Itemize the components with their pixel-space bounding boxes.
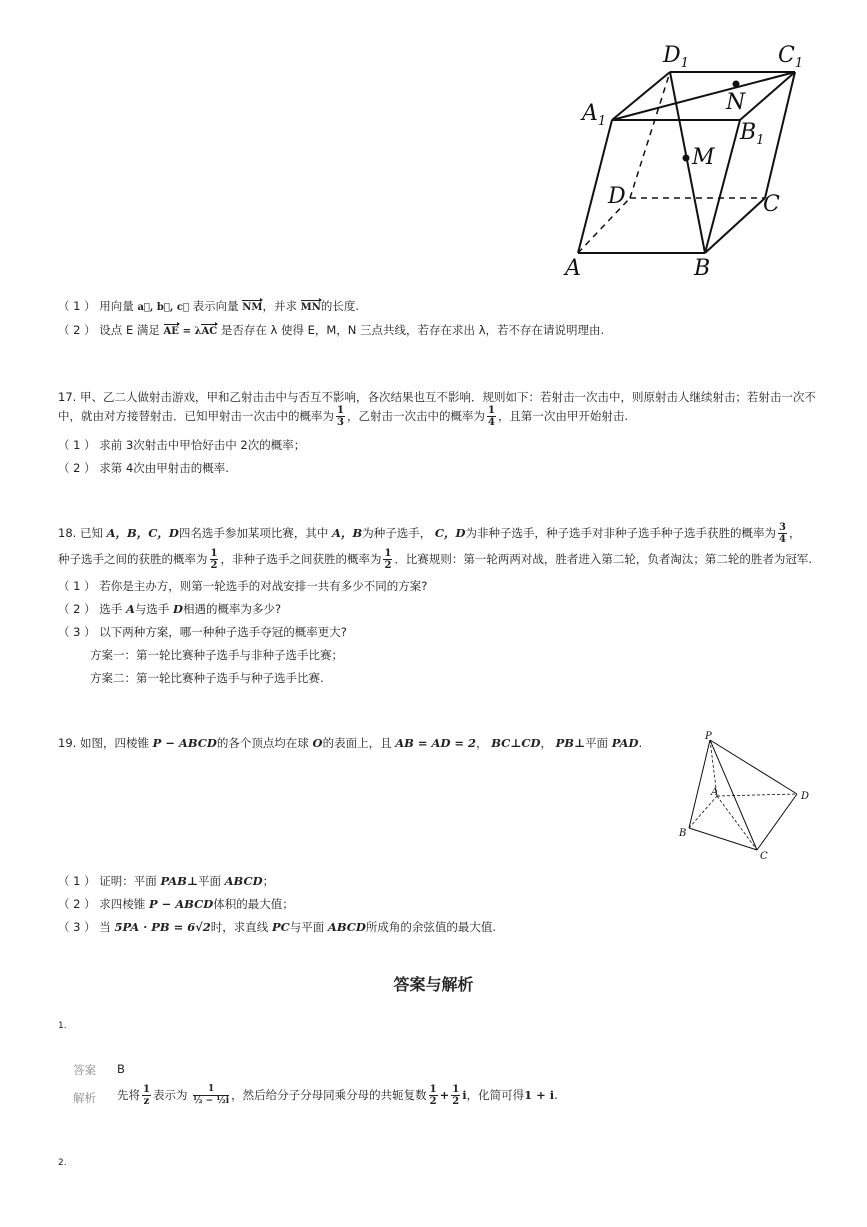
q19-plane-pab: PAB⊥ <box>160 874 198 888</box>
q18-plan2: 方案二：第一轮比赛种子选手与种子选手比赛. <box>90 671 324 685</box>
q18-seeds-ab: A，B <box>332 526 363 540</box>
label-c1: $C_1$ <box>778 43 804 71</box>
q19-text-b: 的各个顶点均在球 <box>216 736 309 750</box>
q19-part3-text-a: （ 3 ） 当 <box>58 920 111 934</box>
q19-part2-text-a: （ 2 ） 求四棱锥 <box>58 897 146 911</box>
analysis-fraction-half-a: $\frac{1}{2}$ <box>429 1084 437 1107</box>
q19-part3-text-d: 所成角的余弦值的最大值. <box>365 920 497 934</box>
analysis-fraction-1-over-z: $\frac{1}{z}$ <box>143 1084 150 1107</box>
parallelepiped-figure <box>560 35 820 285</box>
q16-part1-text-d: 的长度. <box>320 299 360 313</box>
q16-part1-text-a: 用向量 <box>99 299 134 313</box>
q18-part1: （ 1 ） 若你是主办方，则第一轮选手的对战安排一共有多少不同的方案? <box>58 579 428 593</box>
answer-item-2-number: 2. <box>58 1158 67 1168</box>
q16-part1-text-b: 表示向量 <box>192 299 239 313</box>
q16-part2 <box>58 322 604 338</box>
q18-text-a: 18. 已知 <box>58 526 103 540</box>
q18-text-c: 为种子选手， <box>362 526 432 540</box>
q18-player-a: A <box>125 602 135 616</box>
q17-text-a: 中，就由对方接替射击．已知甲射击一次击中的概率为 <box>58 409 334 423</box>
q19-text-a: 19. 如图，四棱锥 <box>58 736 149 750</box>
analysis-end: . <box>554 1088 558 1102</box>
q19-plane-abcd: ABCD <box>224 874 263 888</box>
q16-part2-text-b: 是否存在 λ 使得 E，M，N 三点共线，若存在求出 λ，若不存在请说明理由. <box>220 323 605 337</box>
q18-line2 <box>58 548 812 571</box>
analysis-label: 解析 <box>73 1091 96 1105</box>
pyramid-label-p: P <box>705 731 712 742</box>
q16-part1-text-c: ，并求 <box>262 299 297 313</box>
analysis-fraction-half-b: $\frac{1}{2}$ <box>452 1084 460 1107</box>
analysis-i: i <box>462 1088 467 1102</box>
q17-text-c: ，且第一次由甲开始射击. <box>497 409 629 423</box>
q19-text-g: . <box>638 736 643 750</box>
q19-line-pc: PC <box>271 920 290 934</box>
q18-fraction-three-quarters: $\frac{3}{4}$ <box>779 522 786 545</box>
point-n-dot <box>733 81 740 88</box>
q19-line1 <box>58 735 642 751</box>
q17-part2: （ 2 ） 求第 4次由甲射击的概率. <box>58 461 229 475</box>
q18-part2-text-c: 相遇的概率为多少? <box>183 602 282 616</box>
q16-part2-text-a: 设点 E 满足 <box>99 323 160 337</box>
analysis-text-a: 先将 <box>117 1088 140 1102</box>
q16-equals-lambda: = λ <box>182 326 202 337</box>
q19-condition-pb: PB⊥ <box>555 736 586 750</box>
analysis-plus: + <box>439 1088 450 1102</box>
q19-part3 <box>58 919 496 935</box>
q18-text-e: ， <box>788 526 801 540</box>
pyramid-figure <box>672 728 817 868</box>
q19-part3-condition: 5PA · PB = 6√2 <box>114 920 211 934</box>
analysis-text <box>117 1084 558 1107</box>
q16-vector-ae: AE <box>163 326 179 337</box>
pyramid-label-b: B <box>679 828 687 839</box>
q17-line1: 17. 甲、乙二人做射击游戏，甲和乙射击击中与否互不影响，各次结果也互不影响．规则如下：若射击一次击中，则原射击人继续射击；若射击一次不 <box>58 390 816 404</box>
q18-players-abcd: A，B，C，D <box>106 526 179 540</box>
q19-part2-pyramid: P − ABCD <box>148 897 214 911</box>
q18-fraction-half-b: $\frac{1}{2}$ <box>384 548 392 571</box>
pyramid-label-a: A <box>711 787 719 798</box>
q16-part2-number: （ 2 ） <box>58 323 96 337</box>
pyramid-label-d: D <box>801 791 810 802</box>
q17-fraction-one-third: $\frac{1}{3}$ <box>337 405 344 428</box>
q19-text-e: ， <box>540 736 552 750</box>
q16-part1 <box>58 298 359 314</box>
q18-plan1: 方案一：第一轮比赛种子选手与非种子选手比赛； <box>90 648 343 662</box>
point-m-dot <box>683 155 690 162</box>
q18-part2 <box>58 601 281 617</box>
label-a: A <box>565 256 581 281</box>
q18-text-b: 四名选手参加某项比赛，其中 <box>178 526 329 540</box>
q18-text-g: ，非种子选手之间获胜的概率为 <box>220 552 382 566</box>
label-n: N <box>726 90 746 115</box>
q19-part3-text-b: 时，求直线 <box>210 920 269 934</box>
q19-part3-plane: ABCD <box>327 920 366 934</box>
q19-part3-text-c: 与平面 <box>289 920 325 934</box>
q18-text-f: 种子选手之间的获胜的概率为 <box>58 552 208 566</box>
label-d: D <box>608 184 626 209</box>
q19-part1-text-b: 平面 <box>197 874 221 888</box>
q16-vector-nm: NM <box>242 302 263 313</box>
q19-text-f: 平面 <box>585 736 609 750</box>
analysis-text-d: ，化简可得 <box>466 1088 525 1102</box>
q19-text-d: ， <box>476 736 488 750</box>
q18-text-h: ．比赛规则：第一轮两两对战，胜者进入第二轮，负者淘汰；第二轮的胜者为冠军. <box>394 552 813 566</box>
analysis-result: 1 + i <box>524 1088 555 1102</box>
q19-plane-pad: PAD <box>611 736 639 750</box>
label-a1: $A_1$ <box>582 101 607 129</box>
answers-title: 答案与解析 <box>393 975 474 994</box>
answer-item-1-number: 1. <box>58 1021 67 1031</box>
q19-part2 <box>58 896 294 912</box>
label-c: C <box>763 192 780 217</box>
answer-value: B <box>117 1062 125 1076</box>
q18-part2-text-b: 与选手 <box>134 602 170 616</box>
q17-part1: （ 1 ） 求前 3次射击中甲恰好击中 2次的概率； <box>58 438 306 452</box>
q18-player-d: D <box>173 602 184 616</box>
q19-condition-bc-cd: BC⊥CD <box>491 736 541 750</box>
label-b1: $B_1$ <box>740 120 765 148</box>
pyramid-label-c: C <box>760 851 768 862</box>
label-d1: $D_1$ <box>663 43 689 71</box>
q19-part1-text-c: ； <box>262 874 275 888</box>
q17-line2 <box>58 405 628 428</box>
q18-part2-text-a: （ 2 ） 选手 <box>58 602 123 616</box>
q18-fraction-half-a: $\frac{1}{2}$ <box>210 548 218 571</box>
q16-vector-mn: MN <box>300 302 321 313</box>
q16-part1-number: （ 1 ） <box>58 299 96 313</box>
label-m: M <box>692 145 715 170</box>
q16-vector-ac: AC <box>201 326 218 337</box>
answer-label: 答案 <box>73 1063 96 1077</box>
q19-text-c: 的表面上，且 <box>322 736 392 750</box>
q19-condition-ab-ad: AB = AD = 2 <box>395 736 477 750</box>
q19-part1-text-a: （ 1 ） 证明：平面 <box>58 874 157 888</box>
q16-vectors-abc: a⃗, b⃗, c⃗ <box>137 302 189 313</box>
q19-part1 <box>58 873 274 889</box>
analysis-text-c: ，然后给分子分母同乘分母的共轭复数 <box>231 1088 427 1102</box>
q18-text-d: 为非种子选手，种子选手对非种子选手种子选手获胜的概率为 <box>465 526 776 540</box>
q18-part3: （ 3 ） 以下两种方案，哪一种种子选手夺冠的概率更大? <box>58 625 347 639</box>
analysis-text-b: 表示为 <box>152 1088 188 1102</box>
q19-part2-text-b: 体积的最大值； <box>213 897 294 911</box>
label-b: B <box>694 256 711 281</box>
q17-text-b: ，乙射击一次击中的概率为 <box>346 409 485 423</box>
q17-fraction-one-quarter: $\frac{1}{4}$ <box>487 405 495 428</box>
q19-sphere-o: O <box>312 736 323 750</box>
q18-nonseeds-cd: C，D <box>434 526 466 540</box>
q19-pyramid-name: P − ABCD <box>152 736 217 750</box>
q18-line1 <box>58 522 800 545</box>
analysis-fraction-complex: $\frac{1}{\text{½ − ½i}}$ <box>193 1084 230 1106</box>
